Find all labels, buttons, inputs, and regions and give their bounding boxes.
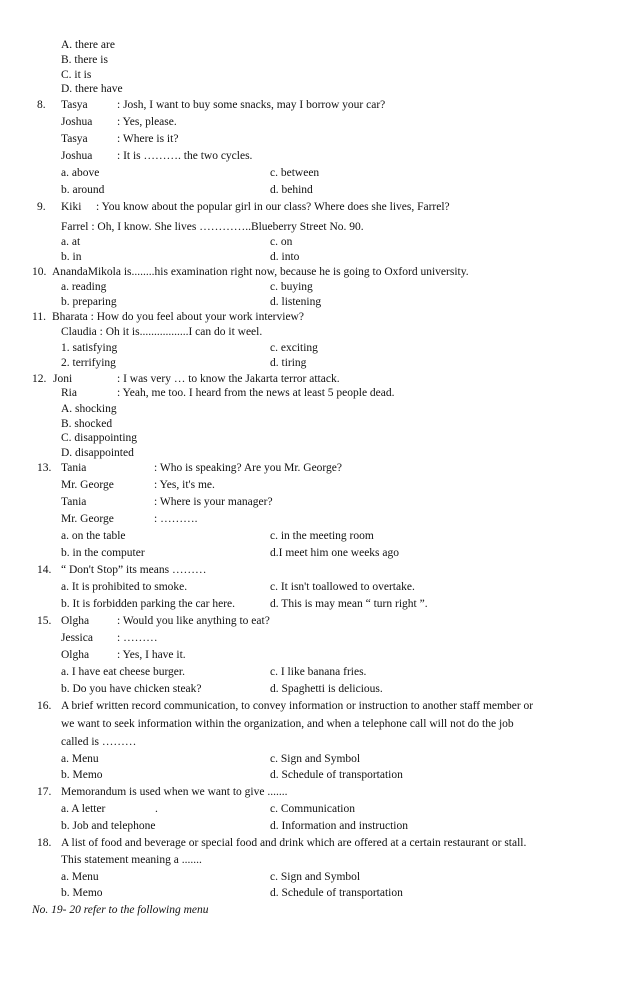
q15-speaker: Olgha: [61, 649, 90, 661]
q15-speaker: Jessica: [61, 632, 93, 644]
q15-option-a: a. I have eat cheese burger.: [61, 666, 185, 678]
q14-option-a: a. It is prohibited to smoke.: [61, 581, 188, 593]
q12-line: : Yeah, me too. I heard from the news at least 5 people dead.: [117, 387, 395, 399]
q17-option-a-dot: .: [155, 803, 158, 815]
q17-text: Memorandum is used when we want to give .......: [61, 786, 288, 798]
q13-line: : ……….: [154, 513, 198, 525]
q16-text: called is ………: [61, 736, 137, 748]
q10-text: AnandaMikola is........his examination right now, because he is going to Oxford university.: [52, 266, 469, 278]
q15-line: : Would you like anything to eat?: [117, 615, 270, 627]
q7-option-c: C. it is: [61, 69, 92, 81]
q11-option-b: 2. terrifying: [61, 357, 116, 369]
q15-option-c: c. I like banana fries.: [270, 666, 367, 678]
q16-text: A brief written record communication, to convey information or instruction to another staff member or: [61, 700, 534, 712]
q8-line: : It is ………. the two cycles.: [117, 150, 253, 162]
q9-option-a: a. at: [61, 236, 81, 248]
q12-option-b: B. shocked: [61, 418, 113, 430]
q10-option-c: c. buying: [270, 281, 313, 293]
q11-option-c: c. exciting: [270, 342, 318, 354]
q9-number: 9.: [37, 201, 46, 213]
q12-option-d: D. disappointed: [61, 447, 134, 459]
q14-number: 14.: [37, 564, 52, 576]
menu-reference-note: No. 19- 20 refer to the following menu: [32, 904, 209, 916]
q13-number: 13.: [37, 462, 52, 474]
q9-option-d: d. into: [270, 251, 300, 263]
q18-option-a: a. Menu: [61, 871, 99, 883]
q13-option-c: c. in the meeting room: [270, 530, 374, 542]
q7-option-a: A. there are: [61, 39, 115, 51]
q9-line: : You know about the popular girl in our class? Where does she lives, Farrel?: [96, 201, 450, 213]
q13-line: : Where is your manager?: [154, 496, 273, 508]
q16-option-a: a. Menu: [61, 753, 99, 765]
q10-number: 10.: [32, 266, 47, 278]
q11-option-d: d. tiring: [270, 357, 307, 369]
q13-option-a: a. on the table: [61, 530, 126, 542]
q15-option-b: b. Do you have chicken steak?: [61, 683, 202, 695]
q12-number: 12.: [32, 373, 47, 385]
q13-line: : Who is speaking? Are you Mr. George?: [154, 462, 343, 474]
q18-text: This statement meaning a .......: [61, 854, 202, 866]
q11-option-a: 1. satisfying: [61, 342, 118, 354]
q15-speaker: Olgha: [61, 615, 90, 627]
q13-line: : Yes, it's me.: [154, 479, 215, 491]
q8-option-b: b. around: [61, 184, 105, 196]
q8-number: 8.: [37, 99, 46, 111]
q13-speaker: Tania: [61, 496, 87, 508]
q14-option-d: d. This is may mean “ turn right ”.: [270, 598, 428, 610]
q18-text: A list of food and beverage or special food and drink which are offered at a certain restaurant or stall.: [61, 837, 527, 849]
q17-option-b: b. Job and telephone: [61, 820, 156, 832]
q16-number: 16.: [37, 700, 52, 712]
q13-speaker: Mr. George: [61, 513, 114, 525]
q12-line: : I was very … to know the Jakarta terror attack.: [117, 373, 340, 385]
q8-speaker: Tasya: [61, 133, 88, 145]
q8-option-c: c. between: [270, 167, 320, 179]
q10-option-a: a. reading: [61, 281, 107, 293]
q9-option-c: c. on: [270, 236, 293, 248]
q11-text: Bharata : How do you feel about your work interview?: [52, 311, 304, 323]
q9-line-2: Farrel : Oh, I know. She lives …………..Blueberry Street No. 90.: [61, 221, 364, 233]
q16-option-d: d. Schedule of transportation: [270, 769, 403, 781]
q12-option-a: A. shocking: [61, 403, 117, 415]
q16-text: we want to seek information within the organization, and when a telephone call will not do the job: [61, 718, 514, 730]
q12-speaker: Joni: [53, 373, 73, 385]
q15-option-d: d. Spaghetti is delicious.: [270, 683, 383, 695]
q8-option-d: d. behind: [270, 184, 313, 196]
q12-speaker: Ria: [61, 387, 77, 399]
q13-option-d: d.I meet him one weeks ago: [270, 547, 400, 559]
q17-option-a: a. A letter: [61, 803, 106, 815]
q13-speaker: Tania: [61, 462, 87, 474]
q14-option-c: c. It isn't toallowed to overtake.: [270, 581, 415, 593]
q18-option-c: c. Sign and Symbol: [270, 871, 361, 883]
q10-option-d: d. listening: [270, 296, 322, 308]
q17-option-d: d. Information and instruction: [270, 820, 408, 832]
q8-option-a: a. above: [61, 167, 100, 179]
q18-option-b: b. Memo: [61, 887, 103, 899]
q12-option-c: C. disappointing: [61, 432, 138, 444]
q16-option-b: b. Memo: [61, 769, 103, 781]
q7-option-b: B. there is: [61, 54, 108, 66]
q17-number: 17.: [37, 786, 52, 798]
q8-line: : Josh, I want to buy some snacks, may I borrow your car?: [117, 99, 386, 111]
q8-line: : Where is it?: [117, 133, 179, 145]
q10-option-b: b. preparing: [61, 296, 117, 308]
q8-line: : Yes, please.: [117, 116, 177, 128]
q18-option-d: d. Schedule of transportation: [270, 887, 403, 899]
q9-speaker: Kiki: [61, 201, 82, 213]
q13-option-b: b. in the computer: [61, 547, 145, 559]
q7-option-d: D. there have: [61, 83, 123, 95]
q8-speaker: Joshua: [61, 116, 93, 128]
q8-speaker: Tasya: [61, 99, 88, 111]
q17-option-c: c. Communication: [270, 803, 355, 815]
q13-speaker: Mr. George: [61, 479, 114, 491]
q11-line-2: Claudia : Oh it is.................I can do it weel.: [61, 326, 263, 338]
q11-number: 11.: [32, 311, 46, 323]
q14-option-b: b. It is forbidden parking the car here.: [61, 598, 236, 610]
q15-number: 15.: [37, 615, 52, 627]
q14-text: “ Don't Stop” its means ………: [61, 564, 207, 576]
q18-number: 18.: [37, 837, 52, 849]
q16-option-c: c. Sign and Symbol: [270, 753, 361, 765]
q15-line: : ………: [117, 632, 158, 644]
q15-line: : Yes, I have it.: [117, 649, 186, 661]
q8-speaker: Joshua: [61, 150, 93, 162]
q9-option-b: b. in: [61, 251, 82, 263]
